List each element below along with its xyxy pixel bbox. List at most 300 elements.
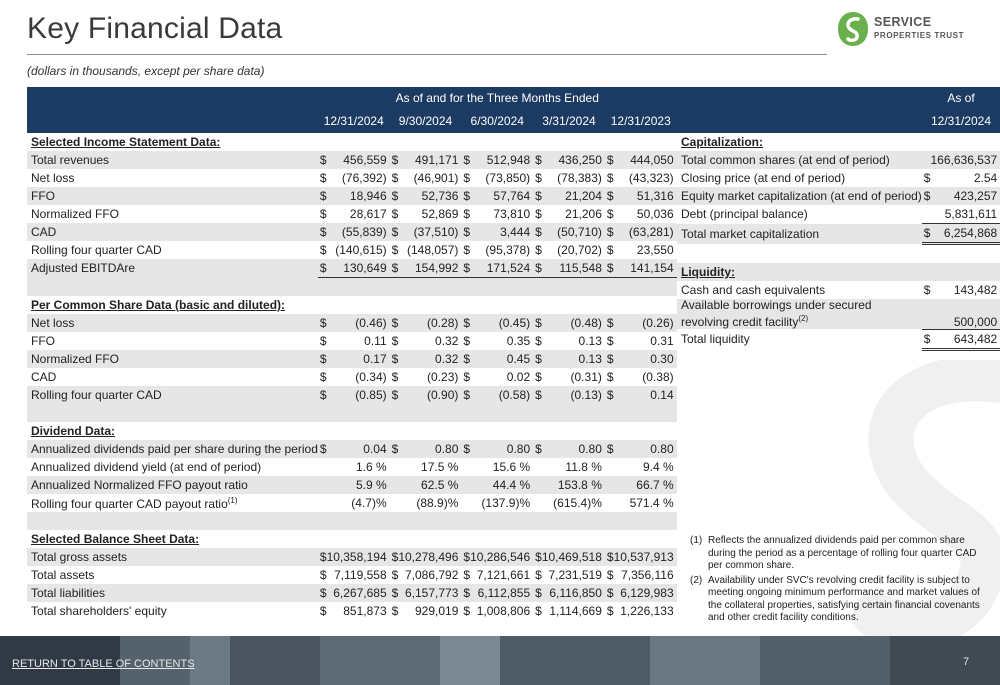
dollar-sign: $ — [463, 550, 471, 564]
table-row — [27, 151, 677, 169]
value-cell: 0.35 — [506, 334, 531, 348]
dollar-sign: $ — [923, 283, 931, 297]
dollar-sign: $ — [391, 604, 399, 618]
table-header-group — [677, 87, 1000, 109]
row-label — [27, 205, 318, 223]
row-label-text: Normalized FFO — [31, 352, 120, 366]
page-footer — [0, 636, 1000, 685]
dollar-sign: $ — [606, 243, 614, 257]
value-cell: 10,537,913 — [614, 548, 677, 566]
value-cell: 7,231,519 — [548, 568, 602, 582]
dollar-sign — [605, 494, 614, 512]
table-row — [27, 440, 677, 458]
row-label-text: Annualized dividend yield (at end of period) — [31, 460, 262, 474]
return-to-toc-link[interactable]: RETURN TO TABLE OF CONTENTS — [12, 658, 195, 670]
value-cell: 141,154 — [614, 259, 677, 278]
value-cell: 0.80 — [470, 440, 533, 458]
row-label-text: Normalized FFO — [31, 207, 120, 221]
row-label — [27, 602, 318, 620]
dollar-sign: $ — [463, 207, 471, 221]
dollar-sign: $ — [463, 352, 471, 366]
dollar-sign: $ — [463, 153, 471, 167]
value-cell: 1.6 % — [355, 460, 387, 474]
value-cell: (0.58) — [470, 386, 533, 404]
value-cell: 10,286,546 — [470, 548, 533, 566]
spacer-cell — [922, 263, 1000, 281]
value-cell: 500,000 — [930, 299, 1000, 329]
value-cell: 0.04 — [327, 440, 390, 458]
table-row — [677, 205, 1000, 224]
dollar-sign: $ — [606, 388, 614, 402]
table-row — [27, 386, 677, 404]
value-cell: 9.4 % — [642, 460, 674, 474]
row-label — [27, 368, 318, 386]
dollar-sign: $ — [606, 334, 614, 348]
footer-image-building — [230, 636, 320, 685]
value-cell: 73,810 — [493, 207, 531, 221]
value-cell: 0.17 — [327, 350, 390, 368]
value-cell: (73,850) — [485, 171, 531, 185]
value-cell: (0.26) — [614, 314, 677, 332]
table-header-periods — [677, 109, 1000, 133]
spacer-cell — [318, 296, 677, 314]
dollar-sign: $ — [463, 388, 471, 402]
value-cell: (37,510) — [398, 223, 461, 241]
row-label — [27, 584, 318, 602]
value-cell: 50,036 — [636, 207, 674, 221]
row-label-text: Closing price (at end of period) — [681, 171, 846, 185]
dollar-sign: $ — [535, 352, 542, 366]
row-label-text: Available borrowings under secured revolving credit facility — [681, 298, 872, 329]
spacer-cell — [922, 133, 1000, 151]
value-cell: 52,869 — [421, 207, 459, 221]
value-cell: 0.02 — [506, 370, 531, 384]
footer-image-building — [500, 636, 650, 685]
table-header-periods — [27, 109, 677, 133]
dollar-sign: $ — [606, 586, 614, 600]
dollar-sign: $ — [461, 259, 470, 278]
value-cell: 3,444 — [470, 223, 533, 241]
row-label — [27, 440, 318, 458]
value-cell: 10,358,194 — [327, 548, 390, 566]
value-cell: (4.7)% — [351, 496, 387, 510]
dollar-sign: $ — [391, 550, 399, 564]
value-cell: 0.14 — [614, 386, 677, 404]
dollar-sign: $ — [391, 316, 399, 330]
dollar-sign: $ — [463, 316, 471, 330]
row-label — [27, 476, 318, 494]
value-cell: (140,615) — [335, 243, 387, 257]
dollar-sign: $ — [319, 316, 327, 330]
dollar-sign: $ — [606, 550, 614, 564]
value-cell: (0.23) — [427, 370, 459, 384]
value-cell: 0.30 — [614, 350, 677, 368]
dollar-sign: $ — [606, 370, 614, 384]
footnote-ref: (2) — [798, 314, 809, 323]
dollar-sign: $ — [535, 243, 542, 257]
value-cell: 436,250 — [542, 151, 605, 169]
dollar-sign: $ — [319, 334, 327, 348]
dollar-sign: $ — [391, 189, 399, 203]
row-label — [27, 350, 318, 368]
row-label-text: Rolling four quarter CAD — [31, 388, 162, 402]
value-cell: (0.28) — [398, 314, 461, 332]
spacer-cell — [27, 278, 677, 297]
period-header: 6/30/2024 — [461, 109, 533, 133]
dollar-sign: $ — [606, 604, 614, 618]
row-label-text: Debt (principal balance) — [681, 207, 808, 222]
header-spacer — [677, 109, 922, 133]
header-spacer — [27, 87, 318, 109]
dollar-sign: $ — [535, 442, 542, 456]
row-label — [27, 314, 318, 332]
value-cell: (76,392) — [341, 171, 387, 185]
row-label-text: Total liabilities — [31, 586, 106, 600]
value-cell: 5,831,611 — [930, 205, 1000, 224]
table-row — [27, 494, 677, 512]
value-cell: 10,278,496 — [398, 548, 461, 566]
spacer-cell — [27, 512, 677, 530]
dollar-sign: $ — [463, 171, 471, 185]
dollar-sign: $ — [922, 224, 931, 244]
value-cell: (63,281) — [614, 223, 677, 241]
dollar-sign: $ — [535, 189, 542, 203]
dollar-sign — [390, 476, 399, 494]
value-cell: 17.5 % — [421, 460, 459, 474]
period-header: 12/31/2024 — [318, 109, 390, 133]
value-cell: 571.4 % — [629, 496, 674, 510]
table-row — [27, 332, 677, 350]
value-cell: 491,171 — [398, 151, 461, 169]
footer-image-building — [320, 636, 440, 685]
table-row — [27, 566, 677, 584]
row-label — [27, 458, 318, 476]
spacer-cell — [318, 422, 677, 440]
row-label-text: FFO — [31, 334, 55, 348]
spacer-cell — [27, 404, 677, 422]
dollar-sign: $ — [391, 225, 399, 239]
value-cell: (0.90) — [398, 386, 461, 404]
dollar-sign: $ — [319, 153, 327, 167]
dollar-sign: $ — [391, 334, 399, 348]
row-label — [677, 281, 922, 299]
table-row — [677, 281, 1000, 299]
footnote-ref: (1) — [227, 495, 238, 505]
row-label — [677, 329, 922, 349]
section-header-row — [677, 263, 1000, 281]
row-label — [27, 548, 318, 566]
value-cell: (0.38) — [642, 370, 674, 384]
row-label-text: Total liquidity — [681, 332, 750, 346]
dollar-sign: $ — [463, 568, 471, 582]
footer-image-building — [760, 636, 890, 685]
dollar-sign: $ — [319, 388, 327, 402]
table-row — [27, 458, 677, 476]
value-cell: 7,086,792 — [404, 568, 459, 582]
section-header-row — [27, 133, 677, 151]
dollar-sign — [922, 205, 931, 224]
footnotes — [690, 535, 980, 627]
dollar-sign: $ — [319, 207, 327, 221]
dollar-sign: $ — [391, 153, 399, 167]
logo-mark-icon — [836, 10, 870, 48]
value-cell: 130,649 — [327, 259, 390, 278]
value-cell: 115,548 — [542, 259, 605, 278]
table-row — [677, 299, 1000, 329]
dollar-sign: $ — [535, 225, 542, 239]
spacer-row — [27, 512, 677, 530]
dollar-sign: $ — [922, 329, 931, 349]
row-label-text: Equity market capitalization (at end of period) — [681, 189, 922, 203]
dollar-sign — [605, 458, 614, 476]
value-cell: (0.31) — [570, 370, 602, 384]
financial-data-table — [27, 87, 677, 620]
spacer-row — [677, 244, 1000, 264]
dollar-sign: $ — [923, 189, 931, 203]
dollar-sign: $ — [319, 189, 327, 203]
value-cell: 456,559 — [327, 151, 390, 169]
value-cell: 166,636,537 — [930, 151, 1000, 169]
table-row — [677, 224, 1000, 244]
dollar-sign: $ — [391, 370, 399, 384]
row-label-text: Total revenues — [31, 153, 110, 167]
dollar-sign: $ — [391, 171, 399, 185]
row-label — [677, 205, 922, 224]
row-label — [677, 187, 922, 205]
dollar-sign: $ — [463, 243, 471, 257]
value-cell: 21,206 — [565, 207, 602, 221]
value-cell: (43,323) — [628, 171, 674, 185]
dollar-sign: $ — [605, 259, 614, 278]
dollar-sign: $ — [923, 171, 931, 185]
value-cell: (78,383) — [557, 171, 602, 185]
section-header-row — [27, 530, 677, 548]
row-label — [27, 259, 318, 278]
table-row — [677, 187, 1000, 205]
value-cell: 5.9 % — [327, 476, 390, 494]
dollar-sign: $ — [463, 334, 471, 348]
value-cell: 66.7 % — [614, 476, 677, 494]
footnote-text: Reflects the annualized dividends paid per common share during the period as a percentage of rolling four quarter CAD per common share. — [708, 535, 977, 571]
dollar-sign: $ — [606, 225, 614, 239]
value-cell: 7,121,661 — [476, 568, 531, 582]
capitalization-table — [677, 87, 1000, 351]
row-label — [27, 386, 318, 404]
dollar-sign: $ — [319, 586, 327, 600]
row-label-text: Annualized dividends paid per share during the period — [31, 442, 318, 456]
value-cell: 52,736 — [398, 187, 461, 205]
row-label — [27, 187, 318, 205]
row-label — [27, 151, 318, 169]
spacer-row — [27, 404, 677, 422]
value-cell: (137.9)% — [481, 496, 531, 510]
value-cell: 929,019 — [414, 604, 459, 618]
row-label — [27, 566, 318, 584]
spacer-cell — [677, 244, 1000, 264]
value-cell: 851,873 — [343, 604, 387, 618]
row-label-text: Net loss — [31, 316, 75, 330]
spacer-cell — [318, 530, 677, 548]
period-header: 12/31/2024 — [922, 109, 1000, 133]
dollar-sign: $ — [319, 568, 327, 582]
value-cell: (0.48) — [542, 314, 605, 332]
section-header-row — [27, 422, 677, 440]
row-label-text: Net loss — [31, 171, 75, 185]
dollar-sign: $ — [606, 568, 614, 582]
table-row — [27, 476, 677, 494]
footnote-text: Availability under SVC's revolving credit facility is subject to meeting ongoing minimum performance and market values of the collateral properties, satisfying certain financial covenants and other credit facility conditions. — [708, 574, 980, 623]
value-cell: (0.34) — [355, 370, 387, 384]
row-label-text: Total assets — [31, 568, 95, 582]
value-cell: 11.8 % — [565, 460, 602, 474]
row-label-text: Total common shares (at end of period) — [681, 153, 890, 167]
value-cell: 153.8 % — [542, 476, 605, 494]
value-cell: 0.13 — [542, 350, 605, 368]
title-divider — [27, 54, 827, 55]
dollar-sign — [533, 458, 542, 476]
footer-image-building — [890, 636, 1000, 685]
dollar-sign: $ — [535, 568, 542, 582]
value-cell: 0.80 — [398, 440, 461, 458]
table-row — [677, 329, 1000, 349]
row-label-text: Total shareholders' equity — [31, 604, 167, 618]
dollar-sign: $ — [319, 442, 327, 456]
period-header: 12/31/2023 — [605, 109, 677, 133]
row-label — [677, 151, 922, 169]
section-title: Selected Income Statement Data: — [31, 135, 221, 149]
section-title: Dividend Data: — [31, 424, 116, 438]
value-cell: 6,116,850 — [542, 584, 605, 602]
value-cell: 44.4 % — [470, 476, 533, 494]
footnote-1 — [690, 535, 980, 573]
value-cell: 444,050 — [614, 151, 677, 169]
dollar-sign: $ — [391, 568, 399, 582]
dollar-sign: $ — [533, 259, 542, 278]
value-cell: 143,482 — [953, 283, 998, 297]
row-label-text: Annualized Normalized FFO payout ratio — [31, 478, 248, 492]
section-title: Capitalization: — [681, 135, 764, 149]
section-header-row — [27, 296, 677, 314]
row-label-text: Rolling four quarter CAD — [31, 243, 162, 257]
row-label-text: Rolling four quarter CAD payout ratio — [31, 496, 228, 511]
dollar-sign — [605, 476, 614, 494]
dollar-sign — [922, 151, 931, 169]
table-row — [27, 241, 677, 259]
table-row — [27, 602, 677, 620]
table-row — [27, 584, 677, 602]
value-cell: 6,254,868 — [930, 224, 1000, 244]
value-cell: 1,114,669 — [549, 604, 602, 618]
section-title: Selected Balance Sheet Data: — [31, 532, 200, 546]
dollar-sign — [922, 299, 931, 329]
dollar-sign — [318, 494, 327, 512]
dollar-sign — [533, 476, 542, 494]
value-cell: (95,378) — [485, 243, 531, 257]
dollar-sign: $ — [535, 370, 542, 384]
value-cell: 0.45 — [470, 350, 533, 368]
dollar-sign — [390, 494, 399, 512]
dollar-sign — [461, 458, 470, 476]
value-cell: 6,267,685 — [327, 584, 390, 602]
value-cell: 0.11 — [364, 334, 387, 348]
table-row — [27, 169, 677, 187]
company-logo — [836, 10, 996, 48]
dollar-sign: $ — [535, 207, 542, 221]
value-cell: 57,764 — [470, 187, 533, 205]
row-label-text: CAD — [31, 225, 57, 239]
dollar-sign: $ — [391, 243, 399, 257]
dollar-sign: $ — [535, 334, 542, 348]
dollar-sign — [461, 494, 470, 512]
row-label — [27, 223, 318, 241]
table-row — [27, 350, 677, 368]
dollar-sign — [533, 494, 542, 512]
value-cell: 512,948 — [470, 151, 533, 169]
value-cell: 6,157,773 — [398, 584, 461, 602]
dollar-sign — [461, 476, 470, 494]
value-cell: 0.32 — [398, 350, 461, 368]
dollar-sign: $ — [319, 225, 327, 239]
footnote-2 — [690, 575, 980, 625]
value-cell: 154,992 — [398, 259, 461, 278]
value-cell: (50,710) — [542, 223, 605, 241]
value-cell: 1,008,806 — [476, 604, 531, 618]
value-cell: (88.9)% — [416, 496, 459, 510]
table-row — [27, 187, 677, 205]
dollar-sign: $ — [463, 604, 471, 618]
footnote-number: (2) — [690, 574, 703, 586]
footer-image-building — [190, 636, 230, 685]
dollar-sign: $ — [535, 550, 542, 564]
row-label — [677, 169, 922, 187]
dollar-sign: $ — [535, 388, 542, 402]
value-cell: (20,702) — [557, 243, 602, 257]
value-cell: (0.85) — [327, 386, 390, 404]
value-cell: 1,226,133 — [620, 604, 674, 618]
row-label-text: Total gross assets — [31, 550, 128, 564]
page-subtitle: (dollars in thousands, except per share data) — [27, 64, 265, 78]
value-cell: 0.32 — [435, 334, 459, 348]
row-label-text: Total market capitalization — [681, 226, 820, 241]
value-cell: 171,524 — [470, 259, 533, 278]
period-header: 3/31/2024 — [533, 109, 605, 133]
spacer-row — [27, 278, 677, 297]
table-row — [27, 259, 677, 278]
dollar-sign: $ — [463, 189, 471, 203]
row-label-text: Cash and cash equivalents — [681, 283, 826, 297]
value-cell: (615.4)% — [553, 496, 602, 510]
dollar-sign: $ — [391, 388, 399, 402]
dollar-sign: $ — [319, 604, 327, 618]
dollar-sign: $ — [391, 586, 399, 600]
value-cell: (46,901) — [413, 171, 459, 185]
dollar-sign: $ — [391, 442, 399, 456]
row-label — [27, 241, 318, 259]
value-cell: 62.5 % — [398, 476, 461, 494]
table-row — [677, 151, 1000, 169]
value-cell: 643,482 — [930, 329, 1000, 349]
row-label-text: CAD — [31, 370, 57, 384]
value-cell: (55,839) — [327, 223, 390, 241]
row-label — [27, 332, 318, 350]
dollar-sign: $ — [535, 316, 542, 330]
value-cell: 18,946 — [327, 187, 390, 205]
dollar-sign: $ — [319, 352, 327, 366]
value-cell: 28,617 — [349, 207, 387, 221]
dollar-sign — [390, 458, 399, 476]
value-cell: 0.80 — [542, 440, 605, 458]
dollar-sign: $ — [606, 171, 614, 185]
